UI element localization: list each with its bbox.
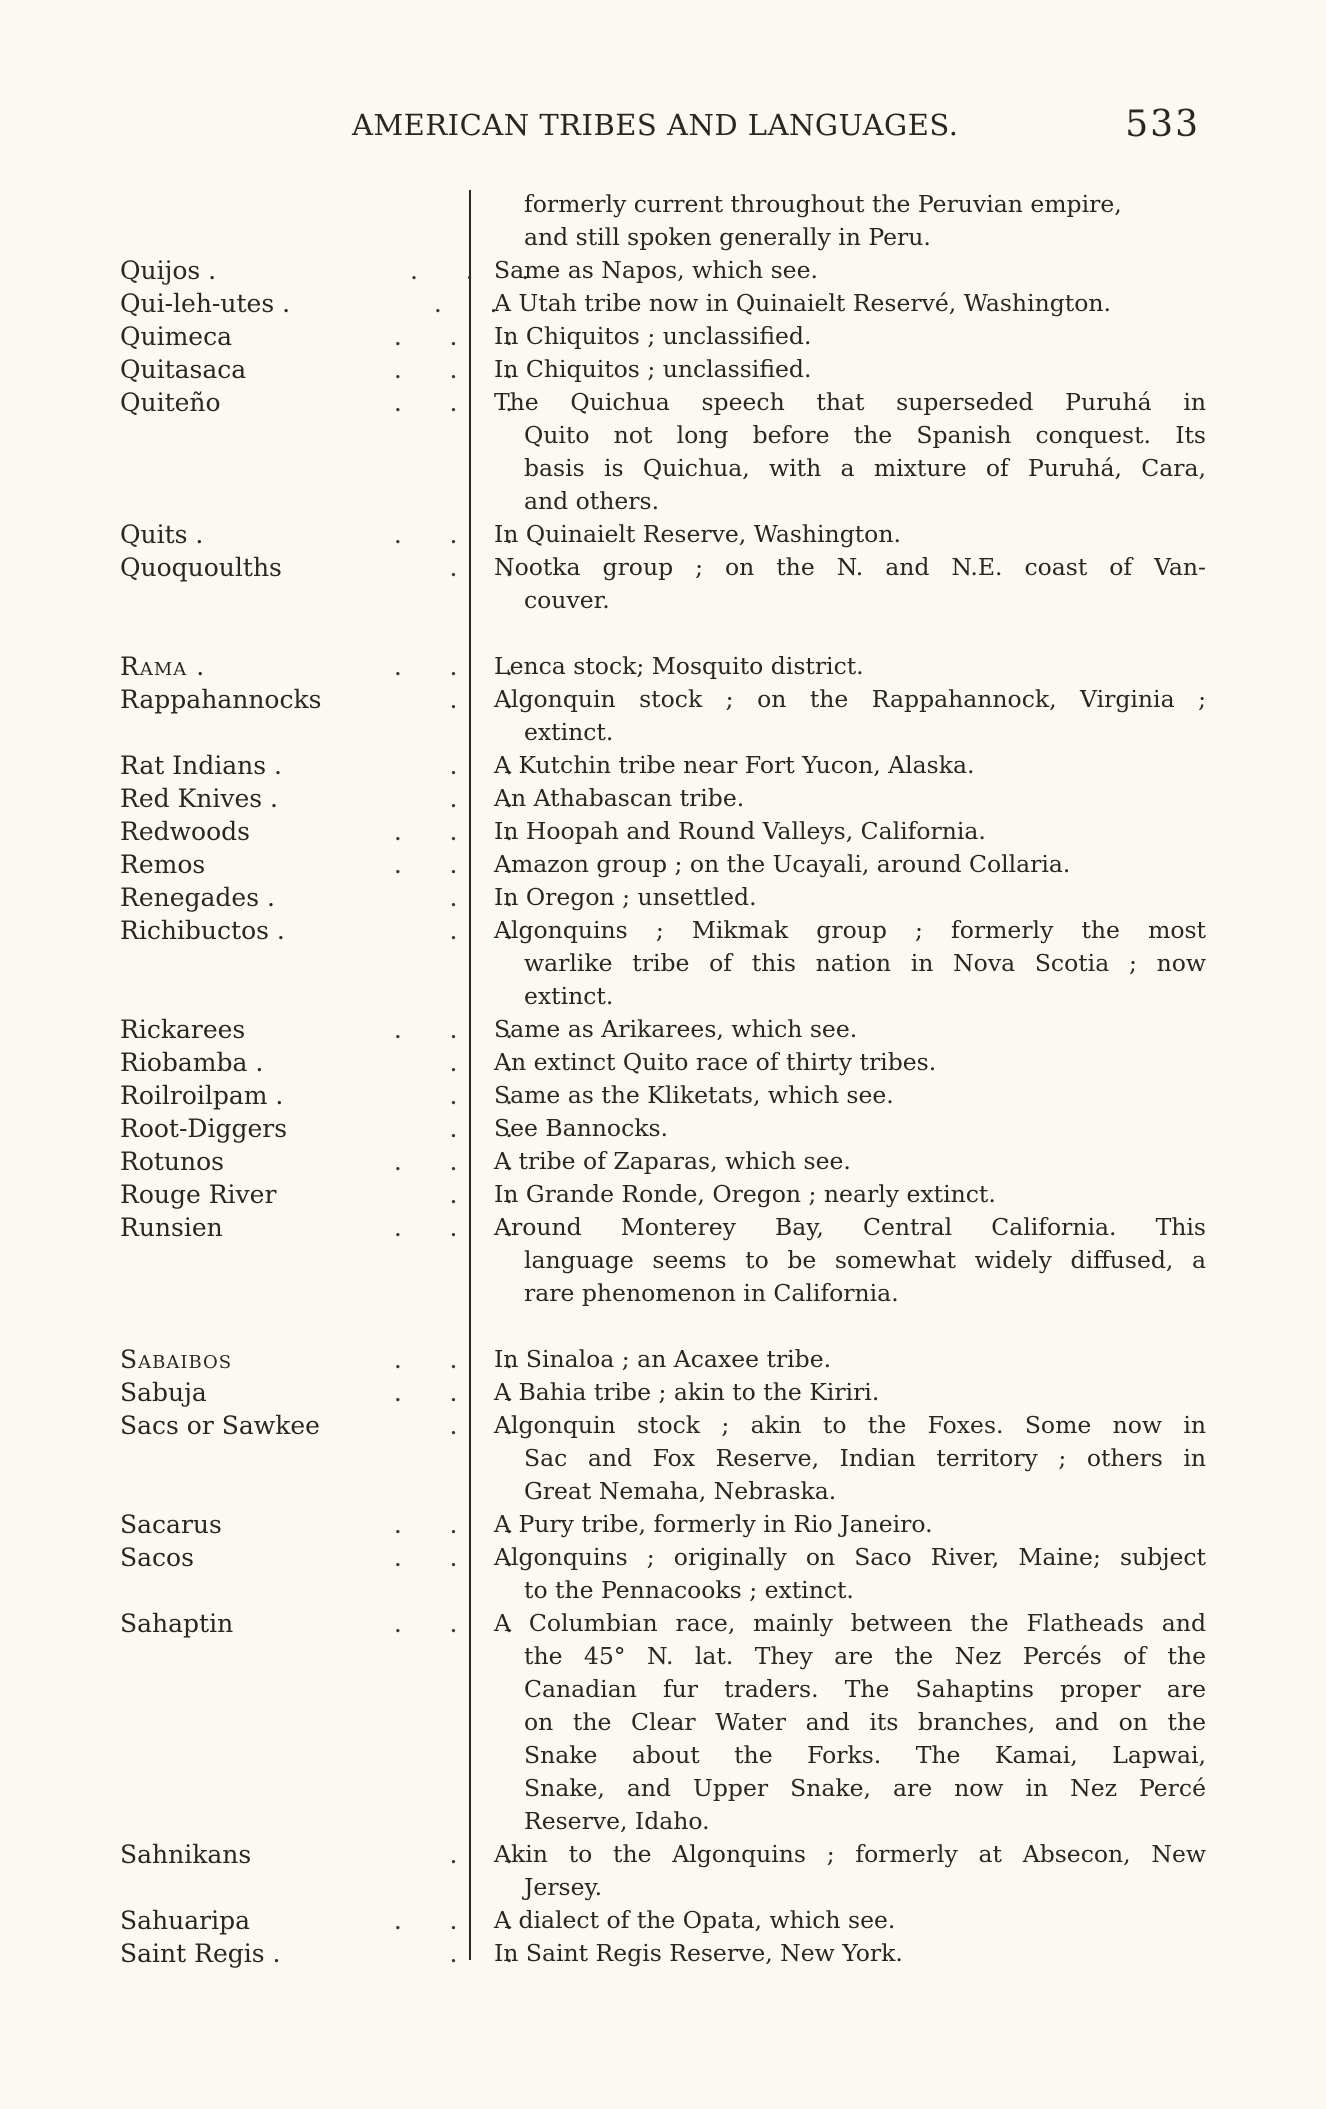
glossary-entry bbox=[0, 1343, 1326, 1376]
glossary-entry bbox=[0, 914, 1326, 947]
entry-continuation-line bbox=[0, 947, 1326, 980]
entry-continuation-line bbox=[0, 1640, 1326, 1673]
glossary-entry bbox=[0, 1838, 1326, 1871]
leader-dots: . . bbox=[370, 1180, 514, 1209]
entry-continuation-line bbox=[0, 1739, 1326, 1772]
entry-description: Snake, and Upper Snake, are now in Nez Percé bbox=[524, 1774, 1206, 1802]
entry-description: In Chiquitos ; unclassified. bbox=[494, 322, 812, 350]
leader-dots: . . . bbox=[370, 520, 514, 549]
glossary-entry bbox=[0, 1376, 1326, 1409]
entry-description: A Kutchin tribe near Fort Yucon, Alaska. bbox=[494, 751, 975, 779]
entry-description: Snake about the Forks. The Kamai, Lapwai, bbox=[524, 1741, 1206, 1769]
entry-description: In Chiquitos ; unclassified. bbox=[494, 355, 812, 383]
entry-term: Rickarees bbox=[120, 1015, 246, 1044]
entry-continuation-line bbox=[0, 419, 1326, 452]
entry-continuation-line bbox=[0, 1772, 1326, 1805]
leader-dots: . . . bbox=[410, 256, 530, 285]
entry-continuation-line bbox=[0, 1805, 1326, 1838]
entry-description: couver. bbox=[524, 586, 610, 614]
entry-term: Qui-leh-utes . bbox=[120, 289, 291, 318]
entry-description: the 45° N. lat. They are the Nez Percés of the bbox=[524, 1642, 1206, 1670]
entry-description: basis is Quichua, with a mixture of Puruhá, Cara, bbox=[524, 454, 1206, 482]
entry-description: on the Clear Water and its branches, and on the bbox=[524, 1708, 1206, 1736]
entry-description: Amazon group ; on the Ucayali, around Collaria. bbox=[494, 850, 1071, 878]
glossary-entry bbox=[0, 386, 1326, 419]
glossary-entry bbox=[0, 1541, 1326, 1574]
entry-description: A dialect of the Opata, which see. bbox=[494, 1906, 896, 1934]
entry-description: Akin to the Algonquins ; formerly at Absecon, New bbox=[494, 1840, 1206, 1868]
running-head bbox=[120, 104, 1200, 148]
entry-term: Red Knives . bbox=[120, 784, 278, 813]
entry-continuation-line bbox=[0, 452, 1326, 485]
entry-description: An extinct Quito race of thirty tribes. bbox=[494, 1048, 937, 1076]
entry-term: Quimeca bbox=[120, 322, 232, 351]
glossary-entry bbox=[0, 320, 1326, 353]
entry-description: Lenca stock; Mosquito district. bbox=[494, 652, 864, 680]
glossary-entry bbox=[0, 881, 1326, 914]
entry-description: A Bahia tribe ; akin to the Kiriri. bbox=[494, 1378, 880, 1406]
leader-dots: . . bbox=[370, 553, 514, 582]
glossary-entry bbox=[0, 1409, 1326, 1442]
entry-description: Around Monterey Bay, Central California. This bbox=[494, 1213, 1206, 1241]
entry-description: In Oregon ; unsettled. bbox=[494, 883, 757, 911]
leader-dots: . . . bbox=[370, 1015, 514, 1044]
entry-term: Roilroilpam . bbox=[120, 1081, 284, 1110]
entry-term: Sahuaripa bbox=[120, 1906, 250, 1935]
entry-description: Great Nemaha, Nebraska. bbox=[524, 1477, 837, 1505]
leader-dots: . . bbox=[370, 1840, 514, 1869]
entry-description: Sac and Fox Reserve, Indian territory ; others in bbox=[524, 1444, 1206, 1472]
entry-description: A Columbian race, mainly between the Flatheads and bbox=[494, 1609, 1206, 1637]
leader-dots: . . bbox=[370, 1411, 514, 1440]
leader-dots: . . bbox=[370, 685, 514, 714]
leader-dots: . . bbox=[370, 883, 514, 912]
entry-term: Quijos . bbox=[120, 256, 217, 285]
leader-dots: . . bbox=[370, 1048, 514, 1077]
entry-description: Algonquin stock ; on the Rappahannock, Virginia ; bbox=[494, 685, 1206, 713]
entry-term: Rappahannocks bbox=[120, 685, 322, 714]
glossary-entry bbox=[0, 1178, 1326, 1211]
leader-dots: . . bbox=[370, 784, 514, 813]
entry-term: Quoquoulths bbox=[120, 553, 282, 582]
entry-term: Quits . bbox=[120, 520, 204, 549]
leader-dots: . . . bbox=[370, 355, 514, 384]
glossary-entry bbox=[0, 1508, 1326, 1541]
leader-dots: . . . bbox=[370, 652, 514, 681]
entry-description: Same as Arikarees, which see. bbox=[494, 1015, 858, 1043]
entry-description: and others. bbox=[524, 487, 660, 515]
glossary-entry bbox=[0, 782, 1326, 815]
entry-description: to the Pennacooks ; extinct. bbox=[524, 1576, 854, 1604]
entry-description: In Hoopah and Round Valleys, California. bbox=[494, 817, 986, 845]
entry-continuation-line bbox=[0, 221, 1326, 254]
entry-continuation-line bbox=[0, 980, 1326, 1013]
leader-dots: . . . bbox=[370, 388, 514, 417]
entry-description: See Bannocks. bbox=[494, 1114, 669, 1142]
glossary-entry bbox=[0, 1607, 1326, 1640]
entry-description: In Grande Ronde, Oregon ; nearly extinct. bbox=[494, 1180, 996, 1208]
glossary-entry bbox=[0, 1145, 1326, 1178]
entry-term: Riobamba . bbox=[120, 1048, 264, 1077]
glossary-entry bbox=[0, 650, 1326, 683]
leader-dots: . . bbox=[410, 289, 498, 318]
leader-dots: . . . bbox=[370, 850, 514, 879]
entry-description: An Athabascan tribe. bbox=[494, 784, 745, 812]
glossary-entry bbox=[0, 1112, 1326, 1145]
entry-description: rare phenomenon in California. bbox=[524, 1279, 899, 1307]
leader-dots: . . bbox=[370, 1114, 514, 1143]
entry-term: Sahaptin bbox=[120, 1609, 234, 1638]
entry-term: Rotunos bbox=[120, 1147, 225, 1176]
leader-dots: . . . bbox=[370, 1378, 514, 1407]
leader-dots: . . . bbox=[370, 1510, 514, 1539]
glossary-entry bbox=[0, 683, 1326, 716]
entry-continuation-line bbox=[0, 485, 1326, 518]
entry-term: Rouge River bbox=[120, 1180, 277, 1209]
entry-description: extinct. bbox=[524, 982, 614, 1010]
glossary-entry bbox=[0, 287, 1326, 320]
leader-dots: . . . bbox=[370, 817, 514, 846]
entry-description: Algonquins ; Mikmak group ; formerly the most bbox=[494, 916, 1206, 944]
entry-continuation-line bbox=[0, 188, 1326, 221]
entry-term: Rama . bbox=[120, 652, 206, 681]
glossary-entry bbox=[0, 1013, 1326, 1046]
entry-term: Renegades . bbox=[120, 883, 275, 912]
leader-dots: . . . bbox=[370, 322, 514, 351]
entry-term: Sabuja bbox=[120, 1378, 207, 1407]
entry-term: Saint Regis . bbox=[120, 1939, 281, 1968]
entry-term: Runsien bbox=[120, 1213, 223, 1242]
glossary-entry bbox=[0, 1904, 1326, 1937]
entry-description: formerly current throughout the Peruvian empire, bbox=[524, 190, 1122, 218]
entry-term: Redwoods bbox=[120, 817, 250, 846]
leader-dots: . . . bbox=[370, 1345, 514, 1374]
entry-description: A Pury tribe, formerly in Rio Janeiro. bbox=[494, 1510, 933, 1538]
leader-dots: . . bbox=[370, 916, 514, 945]
entry-description: Nootka group ; on the N. and N.E. coast of Van- bbox=[494, 553, 1206, 581]
entry-description: A tribe of Zaparas, which see. bbox=[494, 1147, 851, 1175]
leader-dots: . . bbox=[370, 751, 514, 780]
glossary-entry bbox=[0, 1937, 1326, 1970]
glossary-entry bbox=[0, 815, 1326, 848]
glossary-entry bbox=[0, 1046, 1326, 1079]
entry-continuation-line bbox=[0, 1871, 1326, 1904]
glossary-entry bbox=[0, 848, 1326, 881]
glossary-entry bbox=[0, 353, 1326, 386]
glossary-entry bbox=[0, 749, 1326, 782]
page-number: 533 bbox=[1125, 104, 1200, 145]
entry-description: In Saint Regis Reserve, New York. bbox=[494, 1939, 903, 1967]
entry-description: Same as the Kliketats, which see. bbox=[494, 1081, 894, 1109]
glossary-entries bbox=[0, 188, 1326, 1970]
entry-description: language seems to be somewhat widely diffused, a bbox=[524, 1246, 1206, 1274]
entry-description: warlike tribe of this nation in Nova Scotia ; now bbox=[524, 949, 1206, 977]
entry-term: Sacos bbox=[120, 1543, 194, 1572]
entry-term: Sacarus bbox=[120, 1510, 222, 1539]
entry-term: Root-Diggers bbox=[120, 1114, 288, 1143]
entry-continuation-line bbox=[0, 1277, 1326, 1310]
glossary-entry bbox=[0, 551, 1326, 584]
glossary-entry bbox=[0, 1211, 1326, 1244]
leader-dots: . . . bbox=[370, 1609, 514, 1638]
entry-term: Sahnikans bbox=[120, 1840, 252, 1869]
running-title: AMERICAN TRIBES AND LANGUAGES. bbox=[352, 108, 959, 142]
leader-dots: . . . bbox=[370, 1906, 514, 1935]
entry-description: and still spoken generally in Peru. bbox=[524, 223, 931, 251]
entry-term: Sacs or Sawkee bbox=[120, 1411, 320, 1440]
entry-description: Quito not long before the Spanish conquest. Its bbox=[524, 421, 1206, 449]
entry-continuation-line bbox=[0, 1442, 1326, 1475]
entry-description: Canadian fur traders. The Sahaptins proper are bbox=[524, 1675, 1206, 1703]
entry-description: Reserve, Idaho. bbox=[524, 1807, 710, 1835]
entry-term: Rat Indians . bbox=[120, 751, 282, 780]
entry-term: Quitasaca bbox=[120, 355, 247, 384]
glossary-entry bbox=[0, 1079, 1326, 1112]
leader-dots: . . . bbox=[370, 1147, 514, 1176]
entry-continuation-line bbox=[0, 1706, 1326, 1739]
entry-continuation-line bbox=[0, 716, 1326, 749]
entry-description: In Quinaielt Reserve, Washington. bbox=[494, 520, 901, 548]
entry-description: Jersey. bbox=[524, 1873, 603, 1901]
entry-description: The Quichua speech that superseded Puruhá in bbox=[494, 388, 1206, 416]
entry-continuation-line bbox=[0, 1673, 1326, 1706]
leader-dots: . . bbox=[370, 1939, 514, 1968]
entry-continuation-line bbox=[0, 1244, 1326, 1277]
entry-description: In Sinaloa ; an Acaxee tribe. bbox=[494, 1345, 832, 1373]
entry-term: Remos bbox=[120, 850, 206, 879]
entry-description: Same as Napos, which see. bbox=[494, 256, 818, 284]
entry-continuation-line bbox=[0, 584, 1326, 617]
entry-term: Quiteño bbox=[120, 388, 221, 417]
entry-term: Richibuctos . bbox=[120, 916, 285, 945]
entry-description: extinct. bbox=[524, 718, 614, 746]
glossary-entry bbox=[0, 254, 1326, 287]
glossary-entry bbox=[0, 518, 1326, 551]
entry-term: Sabaibos bbox=[120, 1345, 233, 1374]
entry-description: Algonquins ; originally on Saco River, Maine; subject bbox=[494, 1543, 1206, 1571]
entry-description: Algonquin stock ; akin to the Foxes. Some now in bbox=[494, 1411, 1206, 1439]
leader-dots: . . . bbox=[370, 1543, 514, 1572]
entry-continuation-line bbox=[0, 1475, 1326, 1508]
leader-dots: . . bbox=[370, 1081, 514, 1110]
leader-dots: . . . bbox=[370, 1213, 514, 1242]
entry-description: A Utah tribe now in Quinaielt Reservé, Washington. bbox=[494, 289, 1111, 317]
entry-continuation-line bbox=[0, 1574, 1326, 1607]
